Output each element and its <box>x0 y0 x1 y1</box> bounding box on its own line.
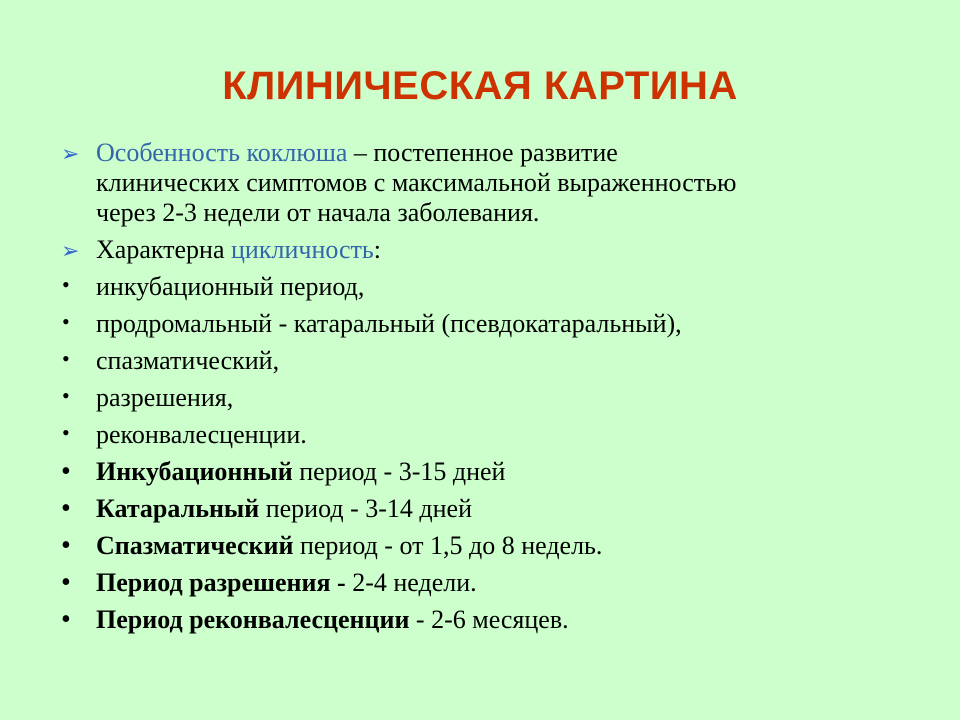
duration-item <box>60 457 920 487</box>
duration-term: Спазматический <box>96 531 294 560</box>
duration-term: Период разрешения - <box>96 568 346 597</box>
duration-text: - 2-6 месяцев. <box>409 605 569 634</box>
feature-line-1 <box>96 138 920 168</box>
duration-item <box>60 494 920 524</box>
dot-bullet-icon: • <box>62 346 70 371</box>
dot-bullet-icon: • <box>62 383 70 408</box>
dot-bullet-icon: • <box>61 456 71 487</box>
arrow-bullet-icon: ➢ <box>61 238 80 263</box>
dot-bullet-icon: • <box>62 420 70 445</box>
duration-text: период - от 1,5 до 8 недель. <box>293 531 603 560</box>
feature-highlight: Особенность коклюша <box>96 138 348 167</box>
duration-term: Катаральный <box>96 494 260 523</box>
feature-line-3: через 2-3 недели от начала заболевания. <box>96 198 540 227</box>
duration-term: Инкубационный <box>96 457 293 486</box>
phase-item <box>60 346 920 376</box>
dot-bullet-icon: • <box>61 493 71 524</box>
duration-item <box>60 531 920 561</box>
duration-term: Период реконвалесценции <box>96 605 410 634</box>
phase-text: реконвалесценции. <box>96 420 307 449</box>
content-list <box>60 138 920 642</box>
cyclicity-item <box>60 235 920 265</box>
dot-bullet-icon: • <box>61 530 71 561</box>
dot-bullet-icon: • <box>62 309 70 334</box>
cyclicity-highlight: цикличность <box>231 235 374 264</box>
phase-text: продромальный - катаральный (псевдокатаральный), <box>96 309 682 338</box>
phase-item <box>60 420 920 450</box>
phase-item <box>60 383 920 413</box>
dot-bullet-icon: • <box>62 272 70 297</box>
slide-title: КЛИНИЧЕСКАЯ КАРТИНА <box>222 64 738 108</box>
dot-bullet-icon: • <box>61 604 71 635</box>
duration-text: период - 3-14 дней <box>259 494 472 523</box>
duration-text: 2-4 недели. <box>345 568 477 597</box>
feature-text-1: – постепенное развитие <box>347 138 618 167</box>
duration-item <box>60 568 920 598</box>
feature-item <box>60 138 920 228</box>
duration-text: период - 3-15 дней <box>292 457 506 486</box>
phase-item <box>60 272 920 302</box>
phase-text: спазматический, <box>96 346 280 375</box>
dot-bullet-icon: • <box>61 567 71 598</box>
cyclicity-text-before: Характерна <box>96 235 232 264</box>
duration-item <box>60 605 920 635</box>
feature-line-2: клинических симптомов с максимальной выраженностью <box>96 168 737 197</box>
cyclicity-text-after: : <box>373 235 381 264</box>
arrow-bullet-icon: ➢ <box>61 141 80 166</box>
phase-text: инкубационный период, <box>96 272 365 301</box>
phase-item <box>60 309 920 339</box>
phase-text: разрешения, <box>96 383 234 412</box>
